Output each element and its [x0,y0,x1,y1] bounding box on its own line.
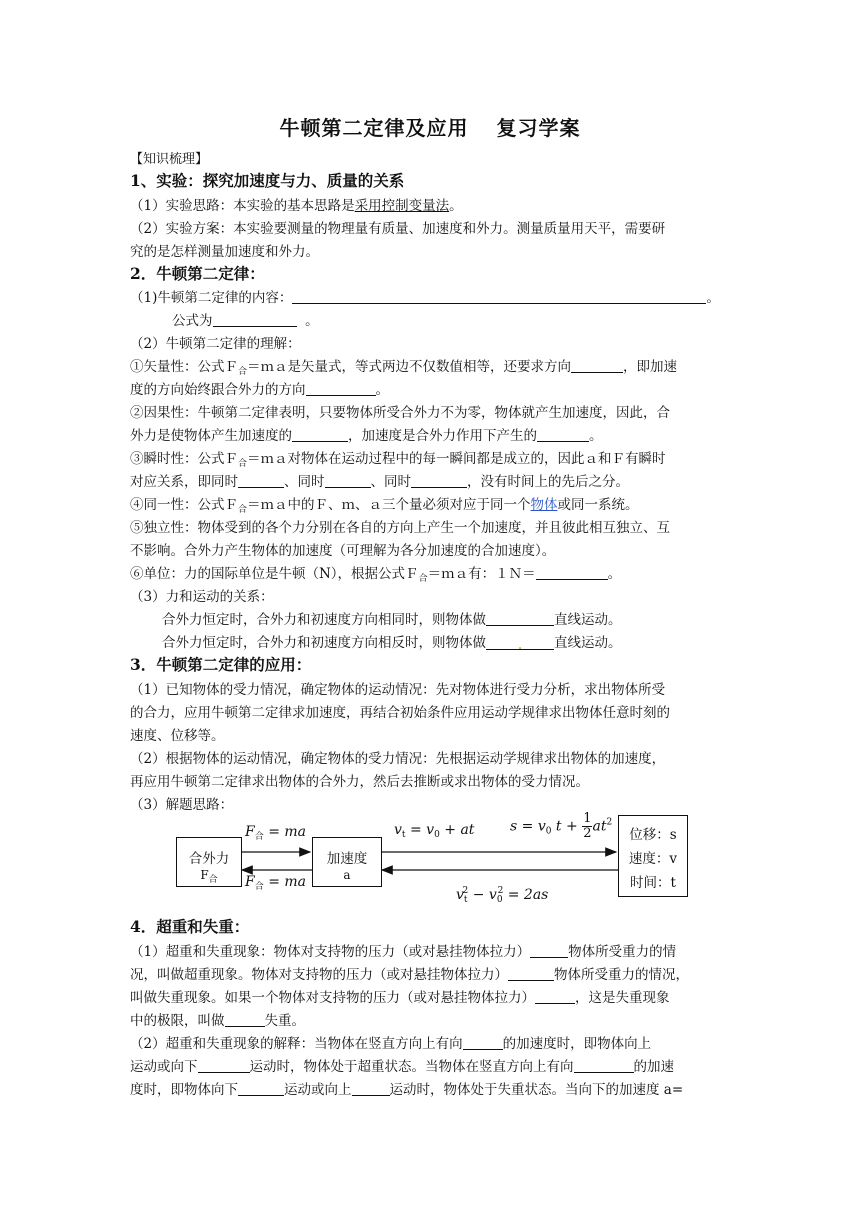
s1-p1-underlined: 采用控制变量法 [354,198,450,214]
s2-vector-line2: 度的方向始终跟合外力的方向 。 [130,382,389,398]
s2-unit-line: ⑥单位：力的国际单位是牛顿（N），根据公式Ｆ$_合$＝ｍａ有：１Ｎ＝ 。 [130,566,622,584]
box-net-force: 合外力 $F_合$ [176,837,242,887]
s2-cause-line2: 外力是使物体产生加速度的 ，加速度是合外力作用下产生的 。 [130,428,603,444]
eq-velocity-squared: $v_t^2 - v_0^2 = 2as$ [456,886,549,905]
knowledge-heading: 【知识梳理】 [130,152,209,167]
blank-over-9 [352,1081,390,1096]
blank-over-8 [238,1081,284,1096]
blank-over-5 [463,1035,503,1050]
s2-vector-line1: ①矢量性：公式Ｆ$_合$＝ｍａ是矢量式，等式两边不仅数值相等，还要求方向 ，即加速 [130,359,678,377]
s2-understanding: （2）牛顿第二定律的理解： [130,336,301,352]
blank-over-1 [530,943,568,958]
eq-velocity: $v_t = v_0$ + at [394,822,475,840]
eq-force-bottom: $F_合$ = ma [245,874,306,892]
section3-heading: 3．牛顿第二定律的应用： [130,655,312,674]
s2-formula-line: 公式为 。 [172,313,319,329]
box-acceleration: 加速度 a [312,837,382,887]
eq-force-top: $F_合$ = ma [245,824,306,842]
blank-over-6 [198,1058,250,1073]
s4-b2-line2: 运动或向下 运动时，物体处于超重状态。当物体在竖直方向上有向 的加速 [130,1059,674,1075]
section1-heading: 1、实验：探究加速度与力、质量的关系 [130,171,405,190]
link-object[interactable]: 物体 [530,497,558,513]
box-motion: 位移：s 速度：v 时间：t [618,815,688,897]
section4-heading: 4．超重和失重： [130,917,250,936]
s3-a2-line1: （2）根据物体的运动情况，确定物体的受力情况：先根据运动学规律求出物体的加速度， [130,751,666,767]
s2-instant-line1: ③瞬时性：公式Ｆ$_合$＝ｍａ对物体在运动过程中的每一瞬间都是成立的，因此ａ和Ｆ有瞬时 [130,451,666,469]
s4-b1-line3: 叫做失重现象。如果一个物体对支持物的压力（或对悬挂物体拉力） ，这是失重现象 [130,990,670,1006]
s2-cause-line1: ②因果性：牛顿第二定律表明，只要物体所受合外力不为零，物体就产生加速度，因此，合 [130,405,670,421]
s2-instant-line2: 对应关系，即同时 、同时 、同时 ，没有时间上的先后之分。 [130,474,629,490]
title-sub: 复习学案 [496,116,581,140]
s3-a1-line3: 速度、位移等。 [130,728,225,744]
s2-indep-line1: ⑤独立性：物体受到的各个力分别在各自的方向上产生一个加速度，并且彼此相互独立、互 [130,520,670,536]
s3-a1-line2: 的合力，应用牛顿第二定律求加速度，再结合初始条件应用运动学规律求出物体任意时刻的 [130,705,670,721]
section2-heading: 2．牛顿第二定律： [130,264,265,283]
blank-over-4 [225,1012,265,1027]
s3-a2-line2: 再应用牛顿第二定律求出物体的合外力，然后去推断或求出物体的受力情况。 [130,774,589,790]
s4-b2-line1: （2）超重和失重现象的解释：当物体在竖直方向上有向 的加速度时，即物体向上 [130,1036,652,1052]
s2-content-line: （1)牛顿第二定律的内容： 。 [130,290,720,306]
blank-motion-2: . [486,635,554,650]
blank-over-3 [535,989,575,1004]
s4-b1-line2: 况，叫做超重现象。物体对支持物的压力（或对悬挂物体拉力） 物体所受重力的情况， [130,967,689,983]
s4-b1-line4: 中的极限，叫做 失重。 [130,1013,305,1029]
s2-motion-line1: 合外力恒定时，合外力和初速度方向相同时，则物体做 直线运动。 [162,612,622,628]
s4-b2-line3: 度时，即物体向下 运动或向上 运动时，物体处于失重状态。当向下的加速度 a= [130,1082,684,1098]
eq-displacement: $s = v_0$ t + $\frac{1}{2}$ $at^2$ [510,811,613,841]
s1-p2-line2: 究的是怎样测量加速度和外力。 [130,244,319,260]
s2-same-line: ④同一性：公式Ｆ$_合$＝ｍａ中的Ｆ、ｍ、ａ三个量必须对应于同一个物体或同一系统。 [130,497,639,515]
s1-p2-line1: （2）实验方案：本实验要测量的物理量有质量、加速度和外力。测量质量用天平，需要研 [130,221,666,237]
s1-p1: （1）实验思路：本实验的基本思路是采用控制变量法。 [130,198,463,214]
s3-a3: （3）解题思路： [130,797,234,813]
s4-b1-line1: （1）超重和失重现象：物体对支持物的压力（或对悬挂物体拉力） 物体所受重力的情 [130,944,677,960]
s2-indep-line2: 不影响。合外力产生物体的加速度（可理解为各分加速度的合加速度）。 [130,543,556,559]
blank-over-7 [574,1058,634,1073]
s3-a1-line1: （1）已知物体的受力情况，确定物体的运动情况：先对物体进行受力分析，求出物体所受 [130,682,666,698]
s2-force-motion: （3）力和运动的关系： [130,589,274,605]
blank-over-2 [508,966,554,981]
title-main: 牛顿第二定律及应用 [279,116,469,140]
s2-motion-line2: 合外力恒定时，合外力和初速度方向相反时，则物体做 . 直线运动。 [162,635,622,653]
